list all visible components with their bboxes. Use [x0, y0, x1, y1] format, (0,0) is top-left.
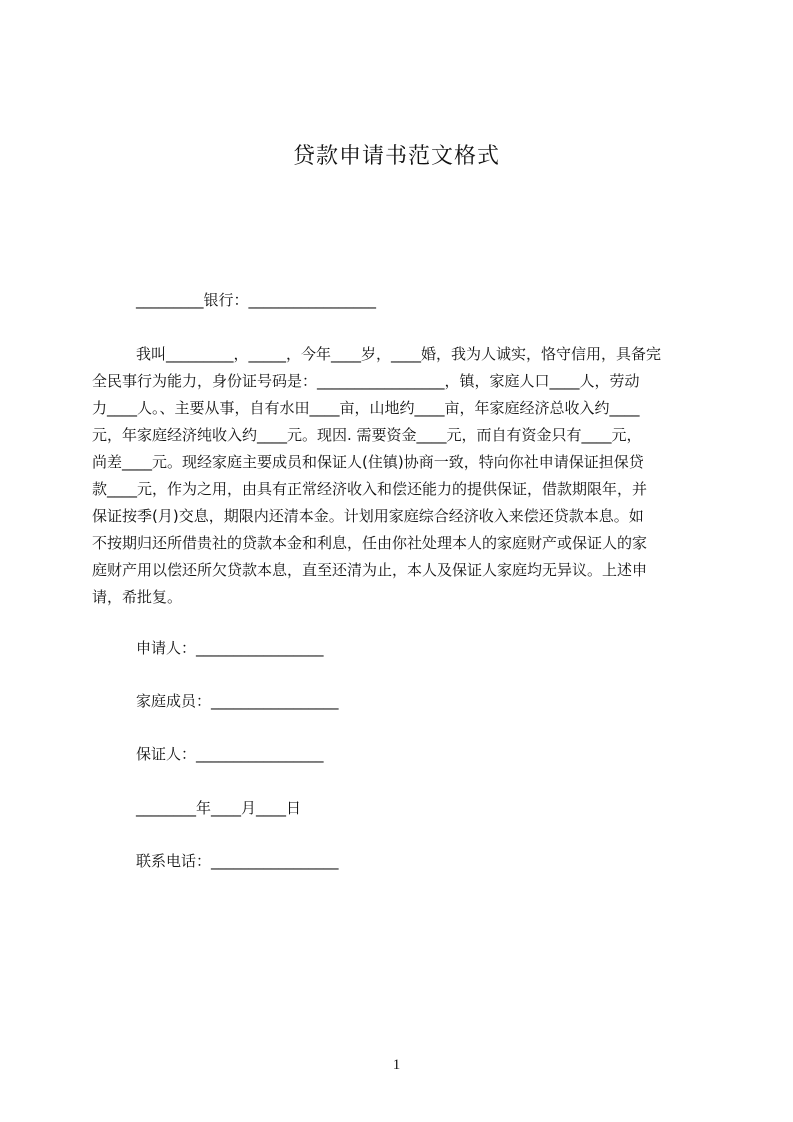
body-line: 请，希批复。	[92, 588, 183, 606]
body-line: 保证按季(月)交息，期限内还清本金。计划用家庭综合经济收入来偿还贷款本息。如	[92, 507, 644, 525]
applicant-line: 申请人：_________________	[136, 639, 324, 657]
body-line: 不按期归还所借贵社的贷款本金和利息，任由你社处理本人的家庭财产或保证人的家	[92, 534, 648, 552]
document-title: 贷款申请书范文格式	[292, 144, 500, 169]
body-line: 力____人。、主要从事，自有水田____亩，山地约____亩，年家庭经济总收入约____	[92, 399, 640, 417]
contact-phone-line: 联系电话：_________________	[136, 852, 339, 870]
body-line: 我叫_________，_____，今年____岁，____婚，我为人诚实，恪守信用，具备完	[136, 345, 662, 363]
page-number: 1	[392, 1057, 401, 1073]
body-line: 款____元，作为之用，由具有正常经济收入和偿还能力的提供保证，借款期限年，并	[92, 480, 648, 498]
salutation-line: _________银行：_________________	[136, 291, 377, 309]
guarantor-line: 保证人：_________________	[136, 745, 324, 763]
body-line: 尚差____元。现经家庭主要成员和保证人(住镇)协商一致，特向你社申请保证担保贷	[92, 453, 644, 471]
body-line: 庭财产用以偿还所欠贷款本息，直至还清为止，本人及保证人家庭均无异议。上述申	[92, 561, 648, 579]
family-members-line: 家庭成员：_________________	[136, 692, 339, 710]
body-line: 元，年家庭经济纯收入约____元。现因. 需要资金____元，而自有资金只有____元，	[92, 426, 642, 444]
body-line: 全民事行为能力，身份证号码是：_________________，镇，家庭人口____人，劳动	[92, 372, 640, 390]
date-line: ________年____月____日	[136, 799, 302, 817]
